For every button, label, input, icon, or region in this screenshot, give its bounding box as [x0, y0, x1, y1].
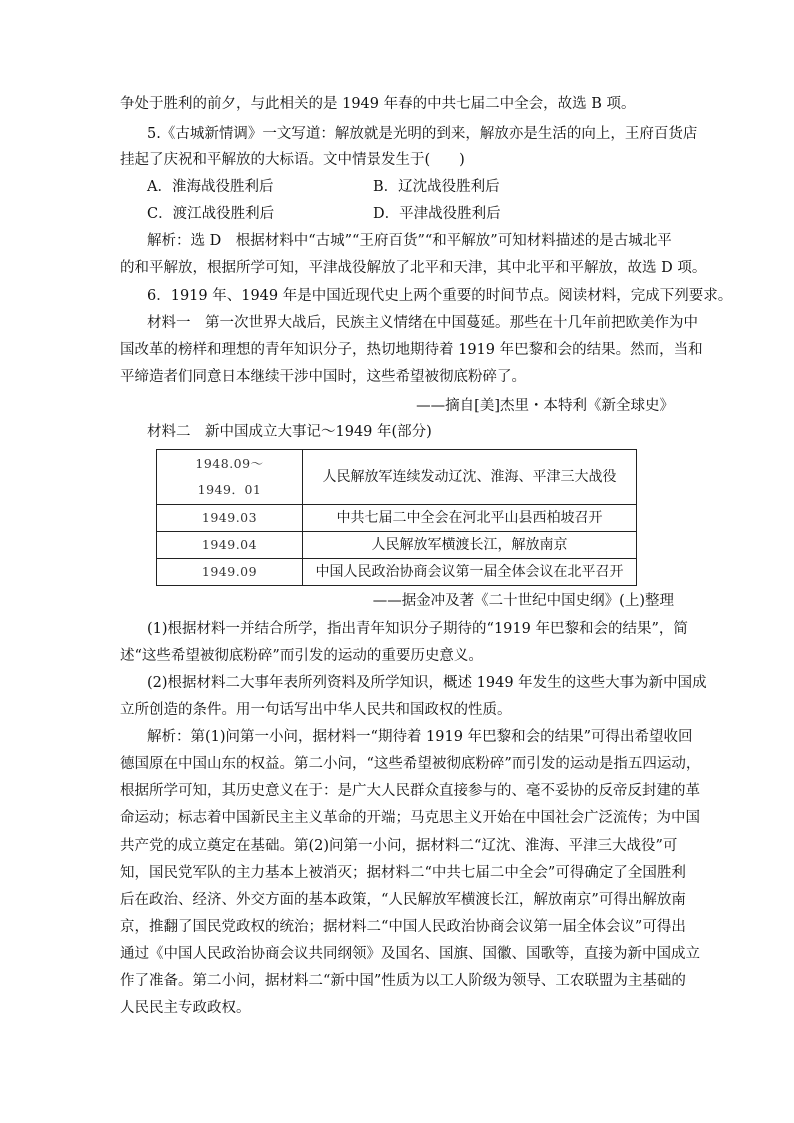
material-1-cont: 国改革的榜样和理想的青年知识分子，热切地期待着 1919 年巴黎和会的结果。然而，当和: [120, 342, 703, 358]
analysis-cont: 后在政治、经济、外交方面的基本政策，“人民解放军横渡长江，解放南京”可得出解放南: [120, 892, 686, 908]
events-table: [156, 449, 637, 586]
table-cell-date: 1949.03: [157, 505, 303, 532]
material-2-title: 材料二 新中国成立大事记～1949 年(部分): [147, 424, 432, 440]
table-row: [157, 450, 637, 505]
question-6-intro: 6．1919 年、1949 年是中国近现代史上两个重要的时间节点。阅读材料，完成下列要求。: [147, 288, 733, 304]
table-row: [157, 559, 637, 586]
table-cell-date: 1949.09: [157, 559, 303, 586]
table-cell-event: 人民解放军横渡长江，解放南京: [303, 532, 637, 559]
analysis-cont: 共产党的成立奠定在基础。第(2)问第一小问，据材料二“辽沈、淮海、平津三大战役”可: [120, 838, 678, 854]
analysis-cont: 根据所学可知，其历史意义在于：是广大人民群众直接参与的、毫不妥协的反帝反封建的革: [120, 783, 700, 799]
table-cell-event: 中国人民政治协商会议第一届全体会议在北平召开: [303, 559, 637, 586]
analysis-cont: 作了准备。第二小问，据材料二“新中国”性质为以工人阶级为领导、工农联盟为主基础的: [120, 973, 686, 989]
analysis-cont: 知，国民党军队的主力基本上被消灭；据材料二“中共七届二中全会”可得确定了全国胜利: [120, 865, 686, 881]
question-5-stem-cont: 挂起了庆祝和平解放的大标语。文中情景发生于( ): [120, 152, 465, 168]
table-cell-date: 1948.09～ 1949．01: [157, 450, 303, 505]
material-2-source: ——据金冲及著《二十世纪中国史纲》(上)整理: [372, 593, 674, 609]
question-5-analysis: 解析：选 D 根据材料中“古城”“王府百货”“和平解放”可知材料描述的是古城北平: [147, 233, 672, 249]
table-cell-date: 1949.04: [157, 532, 303, 559]
table-cell-event: 中共七届二中全会在河北平山县西柏坡召开: [303, 505, 637, 532]
analysis-cont: 通过《中国人民政治协商会议共同纲领》及国名、国旗、国徽、国歌等，直接为新中国成立: [120, 946, 700, 962]
sub-question-1: (1)根据材料一并结合所学，指出青年知识分子期待的“1919 年巴黎和会的结果”，简: [147, 621, 688, 637]
material-1: 材料一 第一次世界大战后，民族主义情绪在中国蔓延。那些在十几年前把欧美作为中: [147, 315, 698, 331]
sub-question-2: (2)根据材料二大事年表所列资料及所学知识，概述 1949 年发生的这些大事为新中国成: [147, 675, 707, 691]
analysis: 解析：第(1)问第一小问，据材料一“期待着 1919 年巴黎和会的结果”可得出希望收回: [147, 729, 693, 745]
table-row: [157, 532, 637, 559]
analysis-cont: 德国原在中国山东的权益。第二小问，“这些希望被彻底粉碎”而引发的运动是指五四运动，: [120, 756, 701, 772]
sub-question-2-cont: 立所创造的条件。用一句话写出中华人民共和国政权的性质。: [120, 702, 512, 718]
table-cell-event: 人民解放军连续发动辽沈、淮海、平津三大战役: [303, 450, 637, 505]
sub-question-1-cont: 述“这些希望被彻底粉碎”而引发的运动的重要历史意义。: [120, 648, 483, 664]
material-1-cont: 平缔造者们同意日本继续干涉中国时，这些希望被彻底粉碎了。: [120, 369, 526, 385]
analysis-cont: 京，推翻了国民党政权的统治；据材料二“中国人民政治协商会议第一届全体会议”可得出: [120, 919, 686, 935]
text-line: 争处于胜利的前夕，与此相关的是 1949 年春的中共七届二中全会，故选 B 项。: [120, 96, 636, 112]
option-d: D．平津战役胜利后: [373, 206, 501, 222]
table-row: [157, 505, 637, 532]
option-a: A．淮海战役胜利后: [147, 179, 274, 195]
option-b: B．辽沈战役胜利后: [373, 179, 500, 195]
question-5-analysis-cont: 的和平解放，根据所学可知，平津战役解放了北平和天津，其中北平和平解放，故选 D 项。: [120, 260, 707, 276]
analysis-cont: 命运动；标志着中国新民主主义革命的开端；马克思主义开始在中国社会广泛流传；为中国: [120, 810, 700, 826]
question-5-stem: 5.《古城新情调》一文写道：解放就是光明的到来，解放亦是生活的向上，王府百货店: [147, 126, 698, 142]
material-1-source: ——摘自[美]杰里・本特利《新全球史》: [416, 398, 674, 414]
option-c: C．渡江战役胜利后: [147, 206, 275, 222]
analysis-cont: 人民民主专政政权。: [120, 1000, 251, 1016]
